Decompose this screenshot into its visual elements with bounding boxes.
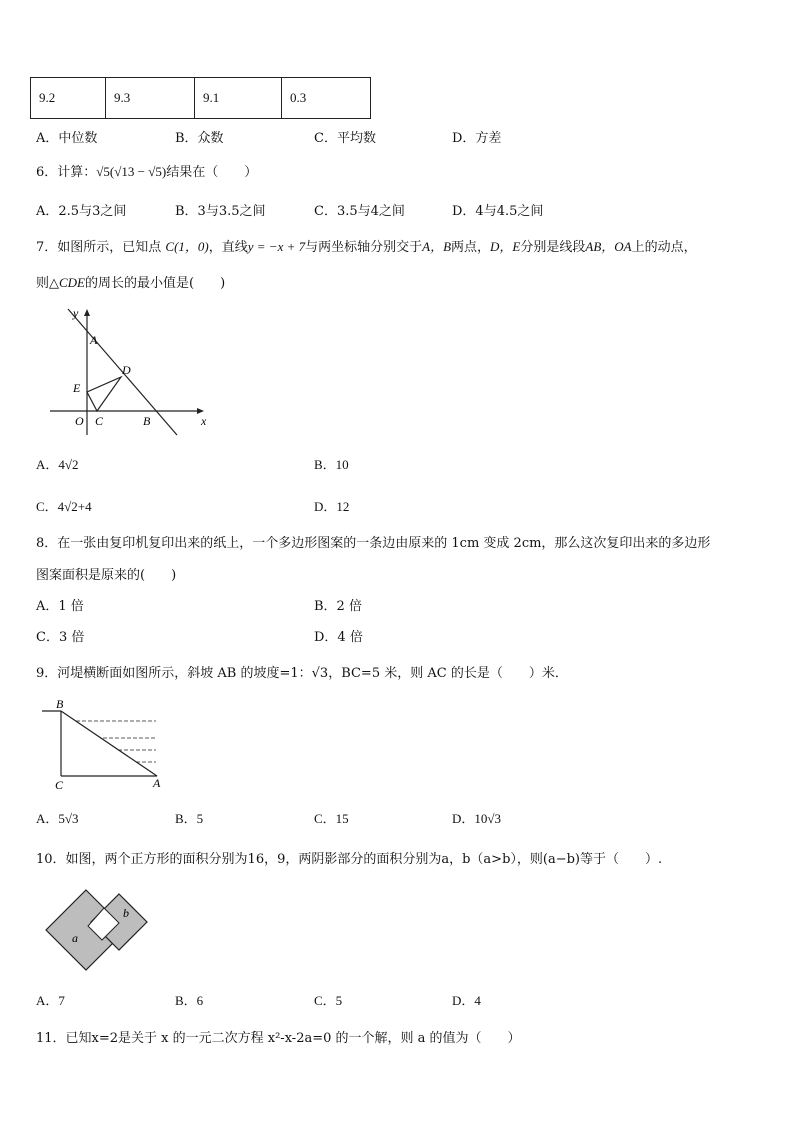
q8-option-b[interactable]: B．2 倍 (314, 599, 362, 614)
q8-option-a[interactable]: A．1 倍 (36, 599, 84, 614)
q10-option-c[interactable]: C．5 (314, 993, 343, 1008)
q7-question-line1: 7．如图所示，已知点 C(1，0)，直线y = −x + 7与两坐标轴分别交于A，B两点，D，E分别是线段AB，OA上的动点， (36, 239, 697, 255)
label-b: B (56, 697, 64, 711)
triangle-cde (87, 377, 121, 411)
q9-question: 9．河堤横断面如图所示，斜坡 AB 的坡度=1：√3，BC=5 米，则 AC 的长是（ ）米． (36, 666, 568, 681)
label-y: y (73, 306, 79, 320)
q6-option-d[interactable]: D．4与4.5之间 (452, 204, 544, 219)
table-cell: 9.2 (31, 78, 106, 119)
label-x: x (201, 414, 207, 428)
q7-option-b[interactable]: B．10 (314, 457, 349, 472)
y-axis-arrow (84, 309, 90, 316)
q6-option-a[interactable]: A．2.5与3之间 (36, 204, 127, 219)
q5-option-a[interactable]: A．中位数 (36, 131, 98, 146)
label-e: E (73, 381, 81, 395)
label-a: a (72, 931, 78, 945)
q6-expression: √5(√13 − √5) (96, 164, 167, 179)
q10-question: 10．如图，两个正方形的面积分别为16，9，两阴影部分的面积分别为a，b（a>b），则(a−b)等于（ ）. (36, 852, 663, 867)
q10-figure (44, 886, 154, 976)
label-a: A (153, 776, 161, 790)
q8-option-c[interactable]: C．3 倍 (36, 630, 85, 645)
q9-option-a[interactable]: A．5√3 (36, 811, 79, 826)
label-b: b (123, 906, 129, 920)
q7-option-d[interactable]: D．12 (314, 499, 350, 514)
label-b: B (143, 414, 151, 428)
q5-option-b[interactable]: B．众数 (175, 131, 224, 146)
label-a: A (90, 333, 98, 347)
q5-option-d[interactable]: D．方差 (452, 131, 502, 146)
q8-question-line1: 8．在一张由复印机复印出来的纸上，一个多边形图案的一条边由原来的 1cm 变成 2cm，那么这次复印出来的多边形 (36, 536, 711, 551)
table-cell: 9.1 (195, 78, 282, 119)
q7-figure (40, 304, 215, 439)
label-d: D (122, 363, 131, 377)
q6-option-c[interactable]: C．3.5与4之间 (314, 204, 405, 219)
q9-figure (38, 696, 173, 794)
q7-option-a[interactable]: A．4√2 (36, 457, 79, 472)
q6-question: 6．计算：√5(√13 − √5)结果在（ ） (36, 164, 258, 180)
table-row (31, 78, 371, 119)
q9-option-b[interactable]: B．5 (175, 811, 204, 826)
table-cell: 0.3 (282, 78, 371, 119)
q8-question-line2: 图案面积是原来的( ) (36, 568, 177, 583)
q10-option-a[interactable]: A．7 (36, 993, 65, 1008)
q6-option-b[interactable]: B．3与3.5之间 (175, 204, 266, 219)
label-o: O (75, 414, 84, 428)
q9-option-d[interactable]: D．10√3 (452, 811, 502, 826)
q10-option-d[interactable]: D．4 (452, 993, 481, 1008)
data-table (30, 77, 371, 119)
q8-option-d[interactable]: D．4 倍 (314, 630, 363, 645)
q11-question: 11．已知x=2是关于 x 的一元二次方程 x²-x-2a=0 的一个解，则 a 的值为（ ） (36, 1031, 521, 1046)
label-c: C (95, 414, 104, 428)
q10-option-b[interactable]: B．6 (175, 993, 204, 1008)
q7-option-c[interactable]: C．4√2+4 (36, 499, 92, 514)
q5-option-c[interactable]: C．平均数 (314, 131, 376, 146)
label-c: C (55, 778, 64, 792)
q7-question-line2: 则△CDE的周长的最小值是( ) (36, 275, 226, 291)
q9-option-c[interactable]: C．15 (314, 811, 349, 826)
table-cell: 9.3 (106, 78, 195, 119)
